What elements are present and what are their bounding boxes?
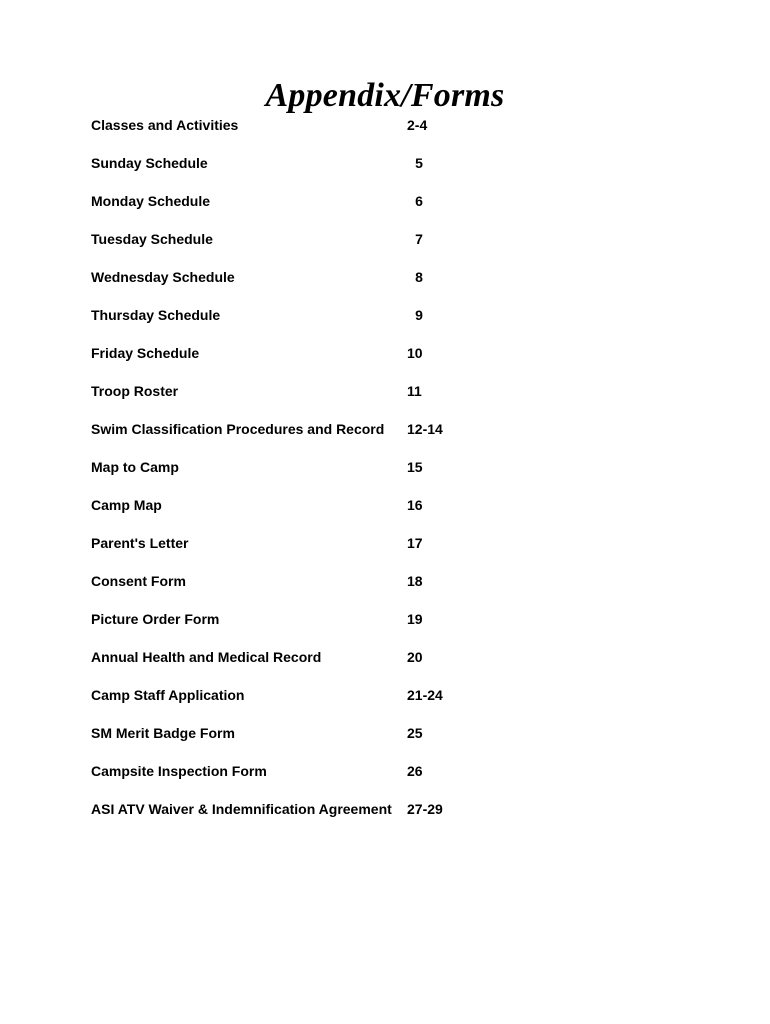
- toc-entry: [91, 114, 511, 152]
- toc-entry: [91, 228, 511, 266]
- toc-entry: [91, 266, 511, 304]
- toc-entry-title: Camp Staff Application: [91, 687, 245, 703]
- toc-entry-title: Classes and Activities: [91, 117, 239, 133]
- toc-entry: [91, 304, 511, 342]
- toc-entry-title: ASI ATV Waiver & Indemnification Agreement: [91, 801, 392, 817]
- toc-entry-pages: 17: [407, 535, 423, 551]
- table-of-contents: [91, 114, 511, 836]
- toc-entry-pages: 2-4: [407, 117, 428, 133]
- toc-entry: [91, 684, 511, 722]
- toc-entry-title: Tuesday Schedule: [91, 231, 213, 247]
- toc-entry-pages: 9: [415, 307, 423, 323]
- toc-entry: [91, 646, 511, 684]
- page-title: Appendix/Forms: [265, 76, 505, 114]
- toc-entry: [91, 380, 511, 418]
- toc-entry-pages: 8: [415, 269, 423, 285]
- toc-entry-title: Annual Health and Medical Record: [91, 649, 322, 665]
- toc-entry-title: Swim Classification Procedures and Record: [91, 421, 385, 437]
- toc-entry-title: Sunday Schedule: [91, 155, 208, 171]
- toc-entry-title: Troop Roster: [91, 383, 179, 399]
- toc-entry-pages: 19: [407, 611, 423, 627]
- toc-entry-pages: 18: [407, 573, 423, 589]
- toc-entry-pages: 21-24: [407, 687, 443, 703]
- toc-entry-pages: 20: [407, 649, 423, 665]
- toc-entry: [91, 456, 511, 494]
- toc-entry-pages: 6: [415, 193, 423, 209]
- toc-entry-pages: 16: [407, 497, 423, 513]
- toc-entry: [91, 494, 511, 532]
- toc-entry: [91, 152, 511, 190]
- toc-entry: [91, 760, 511, 798]
- toc-entry-pages: 7: [415, 231, 423, 247]
- toc-entry: [91, 532, 511, 570]
- toc-entry-pages: 15: [407, 459, 423, 475]
- toc-entry: [91, 570, 511, 608]
- toc-entry-title: Camp Map: [91, 497, 162, 513]
- toc-entry-title: SM Merit Badge Form: [91, 725, 235, 741]
- toc-entry-title: Friday Schedule: [91, 345, 200, 361]
- toc-entry-pages: 12-14: [407, 421, 443, 437]
- toc-entry-pages: 27-29: [407, 801, 443, 817]
- toc-entry-pages: 5: [415, 155, 423, 171]
- toc-entry: [91, 190, 511, 228]
- toc-entry: [91, 798, 511, 836]
- toc-entry-pages: 25: [407, 725, 423, 741]
- toc-entry-title: Map to Camp: [91, 459, 179, 475]
- toc-entry: [91, 722, 511, 760]
- toc-entry-title: Consent Form: [91, 573, 186, 589]
- toc-entry-title: Wednesday Schedule: [91, 269, 235, 285]
- toc-entry-title: Campsite Inspection Form: [91, 763, 267, 779]
- toc-entry: [91, 608, 511, 646]
- toc-entry-title: Parent's Letter: [91, 535, 189, 551]
- toc-entry-pages: 10: [407, 345, 423, 361]
- toc-entry: [91, 418, 511, 456]
- toc-entry: [91, 342, 511, 380]
- toc-entry-title: Monday Schedule: [91, 193, 211, 209]
- toc-entry-title: Picture Order Form: [91, 611, 220, 627]
- toc-entry-pages: 26: [407, 763, 423, 779]
- toc-entry-title: Thursday Schedule: [91, 307, 221, 323]
- toc-entry-pages: 11: [407, 383, 422, 399]
